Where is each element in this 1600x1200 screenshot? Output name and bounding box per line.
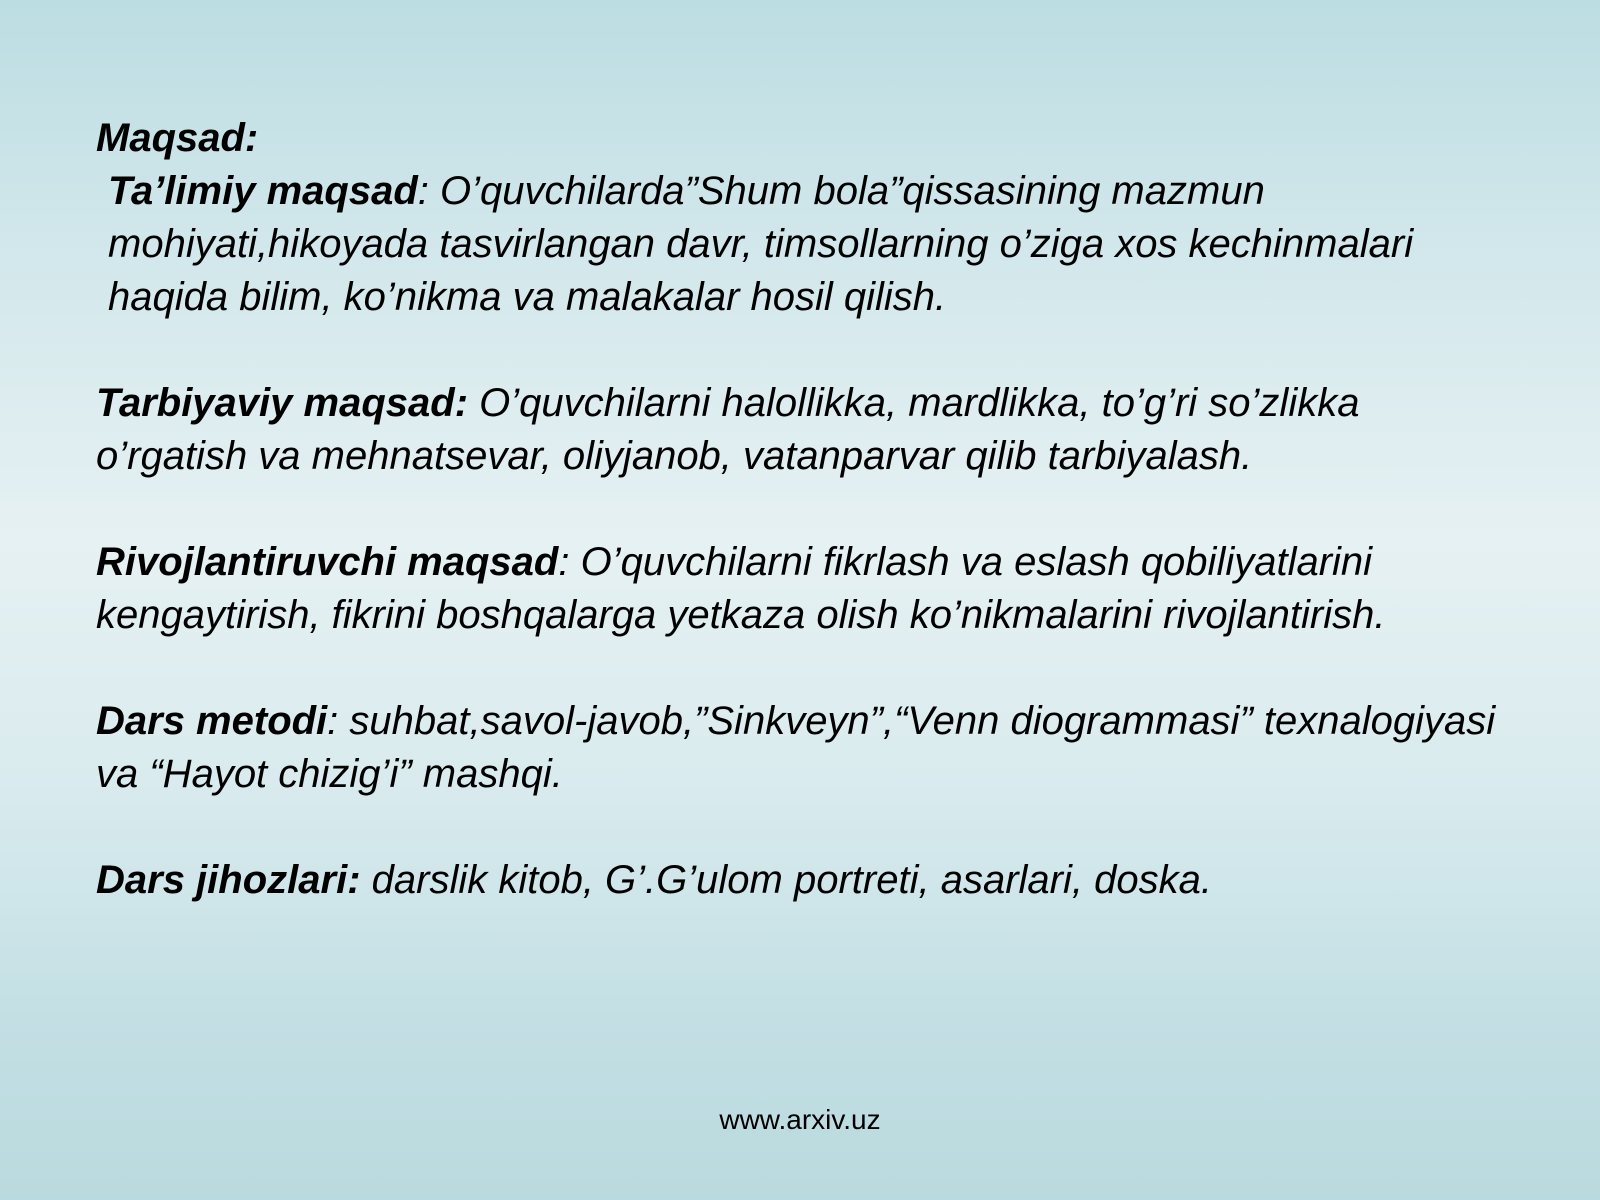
- tarbiyaviy-maqsad-separator: [468, 381, 479, 425]
- dars-metodi-text: suhbat,savol-javob,”Sinkveyn”,“Venn diogrammasi” texnalogiyasi va “Hayot chizig’i” mashqi.: [96, 699, 1496, 796]
- talimiy-maqsad-separator: :: [417, 169, 440, 213]
- rivojlantiruvchi-maqsad-paragraph: [96, 536, 1516, 642]
- dars-metodi-separator: :: [327, 699, 350, 743]
- dars-jihozlari-separator: [361, 858, 372, 902]
- tarbiyaviy-maqsad-paragraph: [96, 377, 1516, 483]
- dars-jihozlari-text: darslik kitob, G’.G’ulom portreti, asarlari, doska.: [371, 858, 1212, 902]
- dars-metodi-label: Dars metodi: [96, 699, 328, 743]
- dars-jihozlari-label: Dars jihozlari:: [96, 858, 361, 902]
- talimiy-maqsad-paragraph: [96, 165, 1516, 324]
- tarbiyaviy-maqsad-text: O’quvchilarni halollikka, mardlikka, to’g’ri so’zlikka o’rgatish va mehnatsevar, oliyjanob, vatanparvar qilib tarbiyalash.: [96, 381, 1360, 478]
- maqsad-heading: Maqsad:: [96, 116, 259, 160]
- talimiy-maqsad-text: O’quvchilarda”Shum bola”qissasining mazmun mohiyati,hikoyada tasvirlangan davr, timsollarning o’ziga xos kechinmalari haqida bilim, ko’nikma va malakalar hosil qilish.: [108, 169, 1414, 319]
- slide-content: [96, 112, 1516, 960]
- rivojlantiruvchi-maqsad-label: Rivojlantiruvchi maqsad: [96, 540, 559, 584]
- footer-url: www.arxiv.uz: [719, 1104, 881, 1135]
- rivojlantiruvchi-maqsad-separator: :: [558, 540, 581, 584]
- dars-jihozlari-paragraph: [96, 854, 1516, 907]
- dars-metodi-paragraph: [96, 695, 1516, 801]
- tarbiyaviy-maqsad-label: Tarbiyaviy maqsad:: [96, 381, 469, 425]
- talimiy-maqsad-label: Ta’limiy maqsad: [108, 169, 418, 213]
- rivojlantiruvchi-maqsad-text: O’quvchilarni fikrlash va eslash qobiliyatlarini kengaytirish, fikrini boshqalarga yetkaza olish ko’nikmalarini rivojlantirish.: [96, 540, 1386, 637]
